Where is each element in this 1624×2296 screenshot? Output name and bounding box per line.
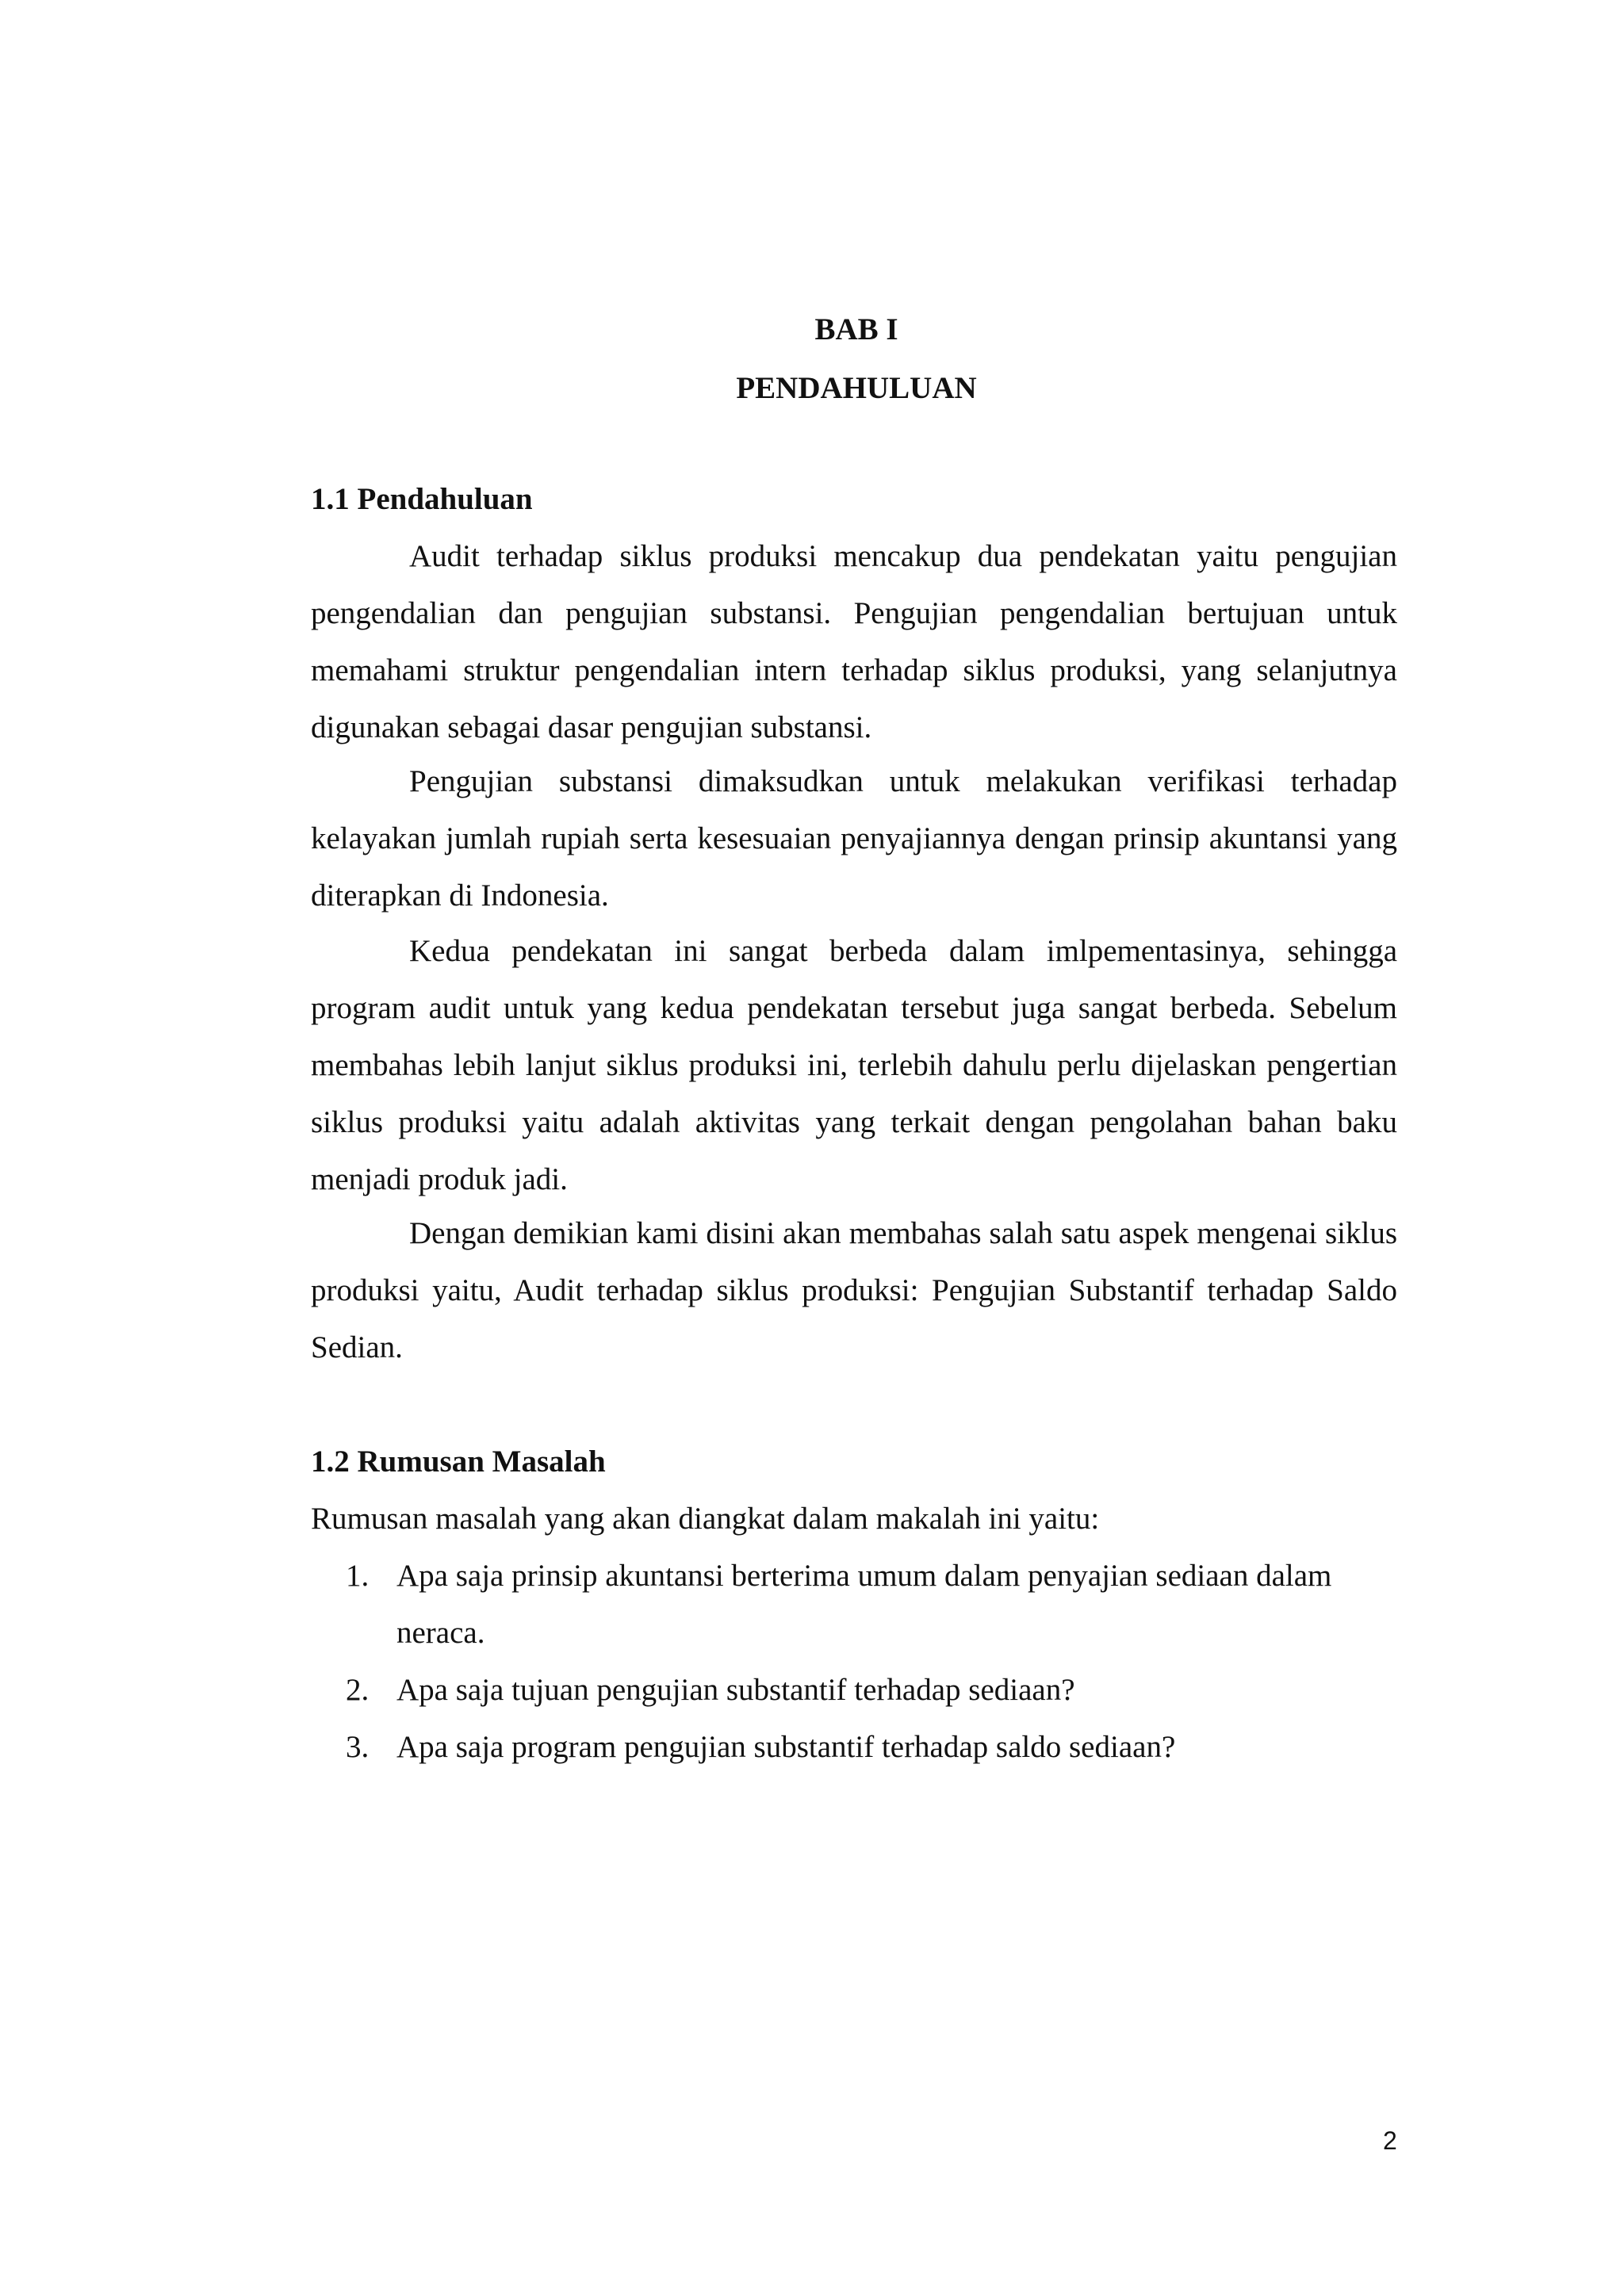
page-number: 2 (1383, 2126, 1397, 2155)
list-item (311, 1662, 1397, 1719)
rumusan-intro: Rumusan masalah yang akan diangkat dalam makalah ini yaitu: (311, 1502, 1100, 1536)
list-item (311, 1719, 1397, 1776)
paragraph: Kedua pendekatan ini sangat berbeda dalam imlpementasinya, sehingga program audit untuk yang kedua pendekatan tersebut juga sangat berbeda. Sebelum membahas lebih lanjut siklus produksi ini, terlebih dahulu perlu dijelaskan pengertian siklus produksi yaitu adalah aktivitas yang terkait dengan pengolahan bahan baku menjadi produk jadi. (311, 934, 1397, 1196)
paragraph: Dengan demikian kami disini akan membahas salah satu aspek mengenai siklus produksi yaitu, Audit terhadap siklus produksi: Pengujian Substantif terhadap Saldo Sedian. (311, 1216, 1397, 1364)
paragraph: Audit terhadap siklus produksi mencakup dua pendekatan yaitu pengujian pengendalian dan pengujian substansi. Pengujian pengendalian bertujuan untuk memahami struktur pengendalian intern terhadap siklus produksi, yang selanjutnya digunakan sebagai dasar pengujian substansi. (311, 539, 1397, 744)
chapter-number: BAB I (814, 312, 898, 346)
question-list (311, 1548, 1397, 1776)
section-heading-pendahuluan: 1.1 Pendahuluan (311, 482, 533, 516)
section-heading-rumusan-masalah: 1.2 Rumusan Masalah (311, 1445, 606, 1479)
list-item (311, 1548, 1397, 1662)
list-item-number: 1. (346, 1559, 370, 1593)
list-item-text: Apa saja prinsip akuntansi berterima umum dalam penyajian sediaan dalam neraca. (396, 1559, 1332, 1650)
list-item-number: 3. (346, 1730, 370, 1764)
paragraph: Pengujian substansi dimaksudkan untuk melakukan verifikasi terhadap kelayakan jumlah rupiah serta kesesuaian penyajiannya dengan prinsip akuntansi yang diterapkan di Indonesia. (311, 764, 1397, 913)
chapter-title: PENDAHULUAN (736, 371, 977, 405)
list-item-text: Apa saja program pengujian substantif terhadap saldo sediaan? (396, 1730, 1176, 1764)
list-item-text: Apa saja tujuan pengujian substantif terhadap sediaan? (396, 1673, 1075, 1707)
list-item-number: 2. (346, 1673, 370, 1707)
